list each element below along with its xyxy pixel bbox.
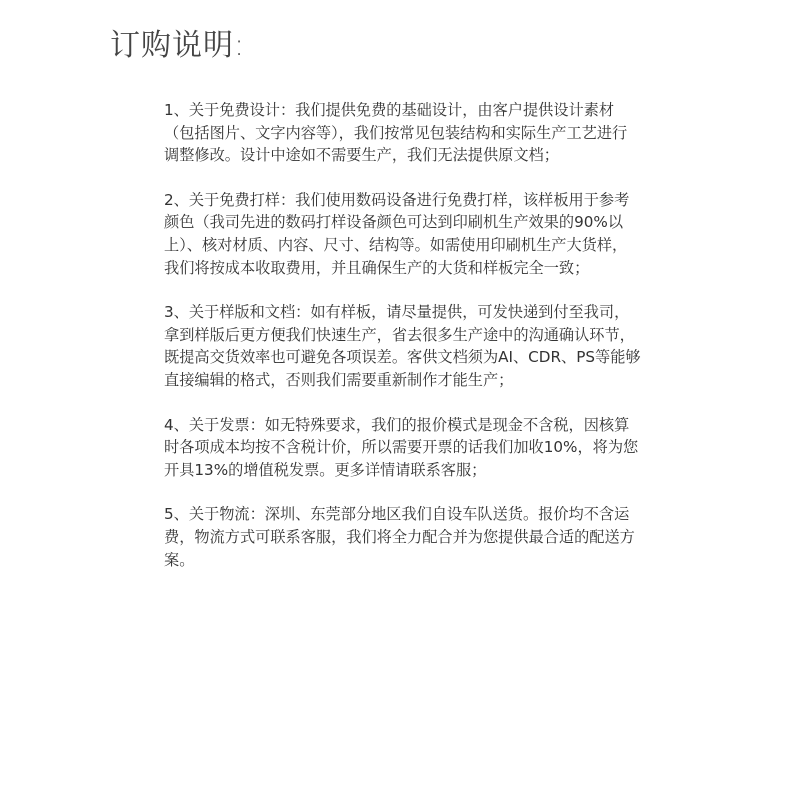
term-free-proofing: 2、关于免费打样：我们使用数码设备进行免费打样，该样板用于参考颜色（我司先进的数码打样设备颜色可达到印刷机生产效果的90%以上）、核对材质、内容、尺寸、结构等。如需使用印刷机生产大货样，我们将按成本收取费用，并且确保生产的大货和样板完全一致； — [164, 190, 630, 277]
page-title: 订购说明: — [110, 28, 246, 63]
term-free-design: 1、关于免费设计：我们提供免费的基础设计，由客户提供设计素材（包括图片、文字内容等），我们按常见包装结构和实际生产工艺进行调整修改。设计中途如不需要生产，我们无法提供原文档； — [164, 101, 628, 165]
ordering-terms-list — [164, 99, 642, 593]
term-invoice: 4、关于发票：如无特殊要求，我们的报价模式是现金不含税，因核算时各项成本均按不含税计价，所以需要开票的话我们加收10%，将为您开具13%的增值税发票。更多详情请联系客服； — [164, 415, 639, 479]
term-logistics: 5、关于物流：深圳、东莞部分地区我们自设车队送货。报价均不含运费，物流方式可联系客服，我们将全力配合并为您提供最合适的配送方案。 — [164, 505, 635, 569]
term-samples-and-files: 3、关于样版和文档：如有样板，请尽量提供，可发快递到付至我司，拿到样版后更方便我们快速生产，省去很多生产途中的沟通确认环节，既提高交货效率也可避免各项误差。客供文档须为AI、CDR、PS等能够直接编辑的格式，否则我们需要重新制作才能生产； — [164, 303, 641, 389]
